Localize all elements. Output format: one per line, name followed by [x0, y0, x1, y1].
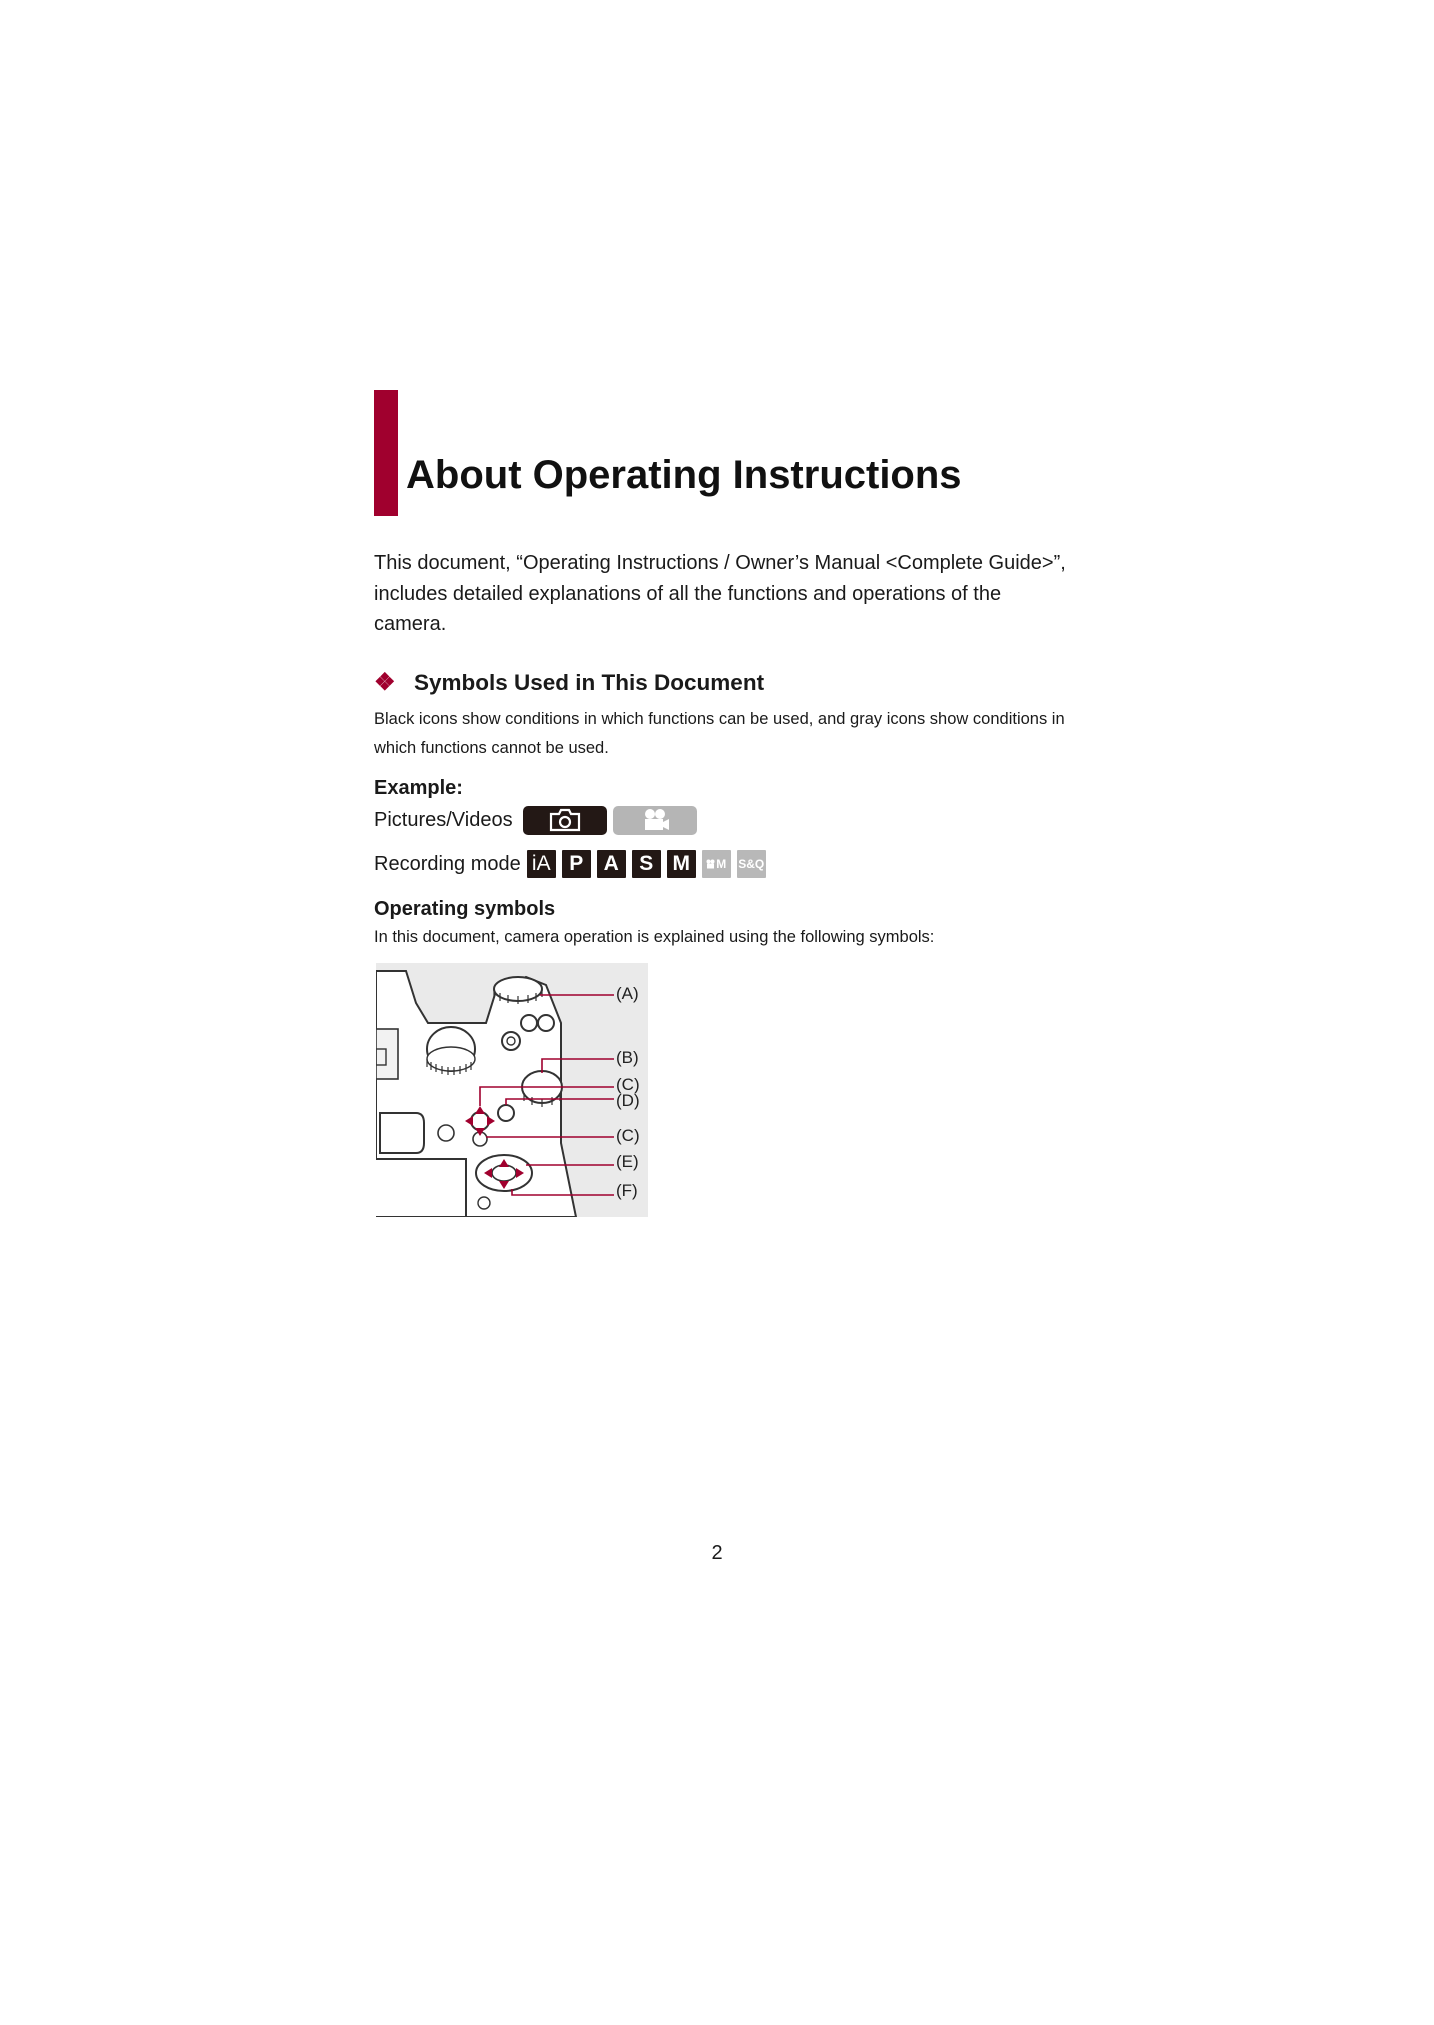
- mode-ia-icon: iA: [527, 850, 556, 878]
- recording-mode-row: [374, 848, 772, 880]
- intro-paragraph: This document, “Operating Instructions / Owner’s Manual <Complete Guide>”, includes detailed explanations of all the functions and operations of the camera.: [374, 552, 1066, 635]
- pictures-videos-row: [374, 804, 697, 836]
- callout-a: (A): [616, 984, 639, 1003]
- section-heading: [374, 668, 764, 697]
- callout-e: (E): [616, 1152, 639, 1171]
- section-heading-text: Symbols Used in This Document: [414, 669, 765, 695]
- mode-a-icon: A: [597, 850, 626, 878]
- section-description: Black icons show conditions in which functions can be used, and gray icons show conditions in which functions cannot be used.: [374, 710, 1065, 757]
- operating-symbols-heading: Operating symbols: [374, 898, 556, 920]
- camera-controls-illustration: [376, 963, 648, 1217]
- pictures-videos-label: Pictures/Videos: [374, 808, 513, 831]
- callout-b: (B): [616, 1048, 639, 1067]
- mode-p-icon: P: [562, 850, 591, 878]
- video-camera-icon: [613, 806, 697, 835]
- page-number: 2: [711, 1542, 723, 1564]
- callout-c-upper: (C): [616, 1075, 640, 1094]
- callout-f: (F): [616, 1181, 638, 1200]
- diamond-cluster-icon: ❖: [374, 669, 396, 696]
- recording-mode-label: Recording mode: [374, 852, 521, 875]
- mode-s-icon: S: [632, 850, 661, 878]
- mode-sq-icon: S&Q: [737, 850, 766, 878]
- camera-icon: [523, 806, 607, 835]
- callout-c-lower: (C): [616, 1126, 640, 1145]
- operating-symbols-description: In this document, camera operation is explained using the following symbols:: [374, 928, 935, 946]
- page-title: About Operating Instructions: [406, 453, 962, 497]
- mode-m-icon: M: [667, 850, 696, 878]
- example-label: Example:: [374, 777, 463, 799]
- mode-creative-video-icon: M: [702, 850, 731, 878]
- title-accent-bar: [374, 390, 398, 516]
- callout-d: (D): [616, 1091, 640, 1110]
